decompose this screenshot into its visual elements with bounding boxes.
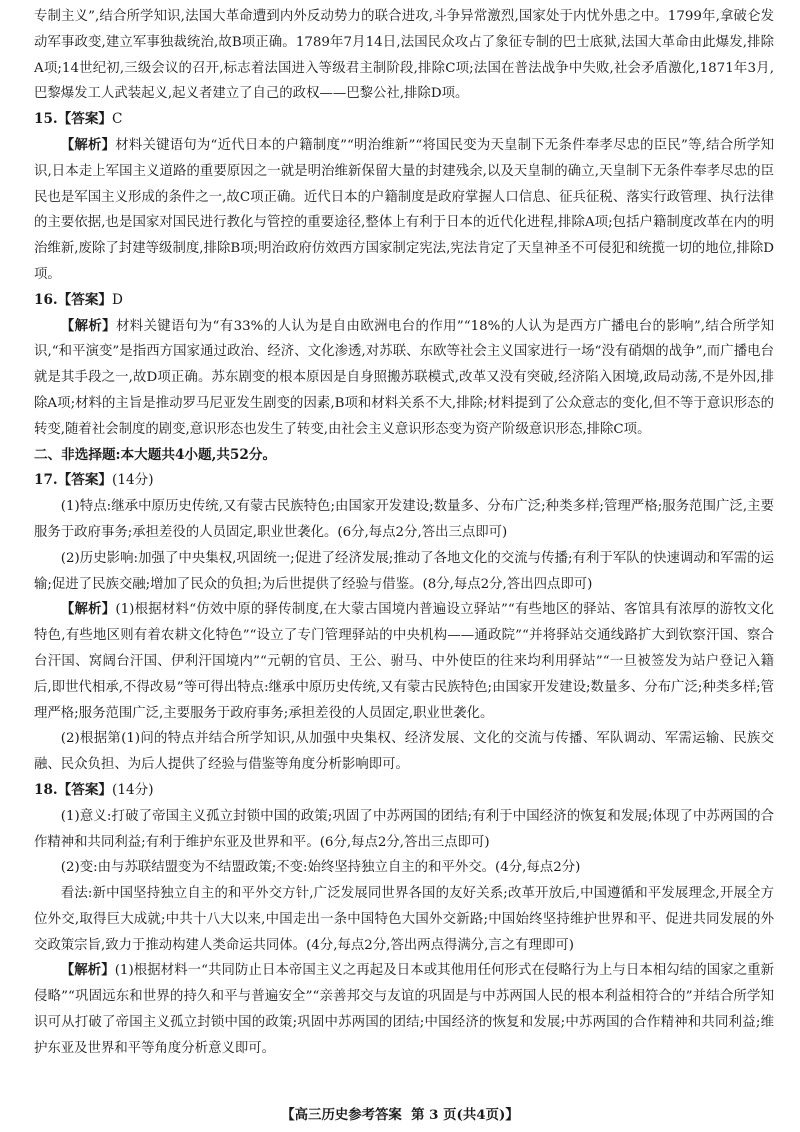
answer-sheet-page — [34, 4, 774, 1062]
q17-analysis-text1: (1)根据材料“仿效中原的驿传制度,在大蒙古国境内普遍设立驿站”“有些地区的驿站、客馆具有浓厚的游牧文化特色,有些地区则有着农耕文化特色”“设立了专门管理驿站的中央机构——通政院”“并将驿站交通线路扩大到钦察汗国、察合台汗国、窝阔台汗国、伊利汗国境内”“元朝的官员、王公、驸马、中外使臣的往来均利用驿站”“一旦被签发为站户登记入籍后,即世代相承,不得改易”等可得出特点:继承中原历史传统,又有蒙古民族特色;由国家开发建设;数量多、分布广泛;种类多样;管理严格;服务范围广泛,主要服务于政府事务;承担差役的人员固定,职业世袭化。 — [34, 602, 775, 721]
q16-number: 16. — [34, 291, 58, 308]
q17-analysis-part1 — [34, 597, 774, 726]
q15-answer-line — [34, 107, 774, 133]
q16-answer-line — [34, 288, 774, 314]
q18-score: (14分) — [112, 781, 154, 798]
page-footer — [0, 1104, 800, 1123]
footer-page-number: 第 3 页(共4页)】 — [411, 1107, 519, 1123]
q18-answer-line — [34, 778, 774, 804]
section-2-title: 二、非选择题:本大题共4小题,共52分。 — [34, 446, 277, 463]
q15-answer-tag: 【答案】 — [57, 111, 113, 128]
q17-answer-part1: (1)特点:继承中原历史传统,又有蒙古民族特色;由国家开发建设;数量多、分布广泛;种类多样;管理严格;服务范围广泛,主要服务于政府事务;承担差役的人员固定,职业世袭化。(6分,每点2分,答出三点即可) — [34, 499, 774, 540]
q17-number: 17. — [34, 472, 58, 489]
q15-analysis — [34, 133, 774, 288]
q17-answer-tag: 【答案】 — [57, 472, 113, 489]
q16-answer-tag: 【答案】 — [57, 291, 113, 308]
q18-answer-part2: (2)变:由与苏联结盟变为不结盟政策;不变:始终坚持独立自主的和平外交。(4分,每点2分) — [60, 860, 581, 876]
q17-score: (14分) — [112, 472, 154, 489]
q17-answer-line — [34, 468, 774, 494]
q18-answer-part1: (1)意义:打破了帝国主义孤立封锁中国的政策;巩固了中苏两国的团结;有利于中国经济的恢复和发展;体现了中苏两国的合作精神和共同利益;有利于维护东亚及世界和平。(6分,每点2分,答出三点即可) — [34, 808, 774, 850]
q14-analysis-continuation: 专制主义”,结合所学知识,法国大革命遭到内外反动势力的联合进攻,斗争异常激烈,国家处于内忧外患之中。1799年,拿破仑发动军事政变,建立军事独裁统治,故B项正确。1789年7月14日,法国民众攻占了象征专制的巴士底狱,法国大革命由此爆发,排除A项;14世纪初,三级会议的召开,标志着法国进入等级君主制阶段,排除C项;法国在普法战争中失败,社会矛盾激化,1871年3月,巴黎爆发工人武装起义,起义者建立了自己的政权——巴黎公社,排除D项。 — [34, 9, 774, 102]
q18-answer-view: 看法:新中国坚持独立自主的和平外交方针,广泛发展同世界各国的友好关系;改革开放后,中国遵循和平发展理念,开展全方位外交,取得巨大成就;中共十八大以来,中国走出一条中国特色大国外交新路;中国始终坚持维护世界和平、促进共同发展的外交政策宗旨,致力于推动构建人类命运共同体。(4分,每点2分,答出两点得满分,言之有理即可) — [34, 886, 774, 953]
q15-answer: C — [112, 111, 123, 128]
q15-number: 15. — [34, 111, 58, 128]
q16-answer: D — [112, 291, 123, 308]
q18-analysis-text1: (1)根据材料一“共同防止日本帝国主义之再起及日本或其他用任何形式在侵略行为上与日本相勾结的国家之重新侵略”“巩固远东和世界的持久和平与普遍安全”“亲善邦交与友谊的巩固是与中苏两国人民的根本利益相符合的”并结合所学知识可从打破了帝国主义孤立封锁中国的政策;巩固中苏两国的团结;中国经济的恢复和发展;中苏两国的合作精神和共同利益;维护东亚及世界和平等角度分析意义即可。 — [34, 963, 774, 1056]
q18-answer-tag: 【答案】 — [57, 781, 113, 798]
q17-analysis-tag: 【解析】 — [60, 601, 116, 618]
q17-analysis-part2: (2)根据第(1)问的特点并结合所学知识,从加强中央集权、经济发展、文化的交流与传播、军队调动、军需运输、民族交融、民众负担、为后人提供了经验与借鉴等角度分析影响即可。 — [34, 731, 774, 773]
q16-analysis — [34, 314, 774, 443]
q16-analysis-tag: 【解析】 — [60, 317, 116, 334]
q15-analysis-tag: 【解析】 — [60, 136, 116, 153]
q16-analysis-text: 材料关键语句为“有33%的人认为是自由欧洲电台的作用”“18%的人认为是西方广播电台的影响”,结合所学知识,“和平演变”是指西方国家通过政治、经济、文化渗透,对苏联、东欧等社会主义国家进行一场“没有硝烟的战争”,而广播电台就是其手段之一,故D项正确。苏东剧变的根本原因是自身照搬苏联模式,改革又没有突破,经济陷入困境,政局动荡,不是外因,排除A项;材料的主旨是推动罗马尼亚发生剧变的因素,B项和材料关系不大,排除;材料提到了公众意志的变化,但不等于意识形态的转变,随着社会制度的剧变,意识形态也发生了转变,由社会主义意识形态变为资产阶级意识形态,排除C项。 — [34, 318, 774, 437]
q18-analysis-part1 — [34, 958, 774, 1061]
q18-number: 18. — [34, 781, 58, 798]
q15-analysis-text: 材料关键语句为“近代日本的户籍制度”“明治维新”“将国民变为天皇制下无条件奉孝尽忠的臣民”等,结合所学知识,日本走上军国主义道路的重要原因之一就是明治维新保留大量的封建残余,以及天皇制的确立,天皇制下无条件奉孝尽忠的臣民也是军国主义形成的条件之一,故C项正确。近代日本的户籍制度是政府掌握人口信息、征兵征税、落实行政管理、执行法律的主要依据,也是国家对国民进行教化与管控的重要途径,整体上有利于日本的近代化进程,排除A项;包括户籍制度改革在内的明治维新,废除了封建等级制度,排除B项;明治政府仿效西方国家制定宪法,宪法肯定了天皇神圣不可侵犯和统揽一切的地位,排除D项。 — [34, 137, 775, 282]
q17-answer-part2: (2)历史影响:加强了中央集权,巩固统一;促进了经济发展;推动了各地文化的交流与传播;有利于军队的快速调动和军需的运输;促进了民族交融;增加了民众的负担;为后世提供了经验与借鉴。(8分,每点2分,答出四点即可) — [34, 550, 774, 592]
q18-analysis-tag: 【解析】 — [60, 962, 115, 979]
footer-title: 【高三历史参考答案 — [281, 1107, 402, 1123]
